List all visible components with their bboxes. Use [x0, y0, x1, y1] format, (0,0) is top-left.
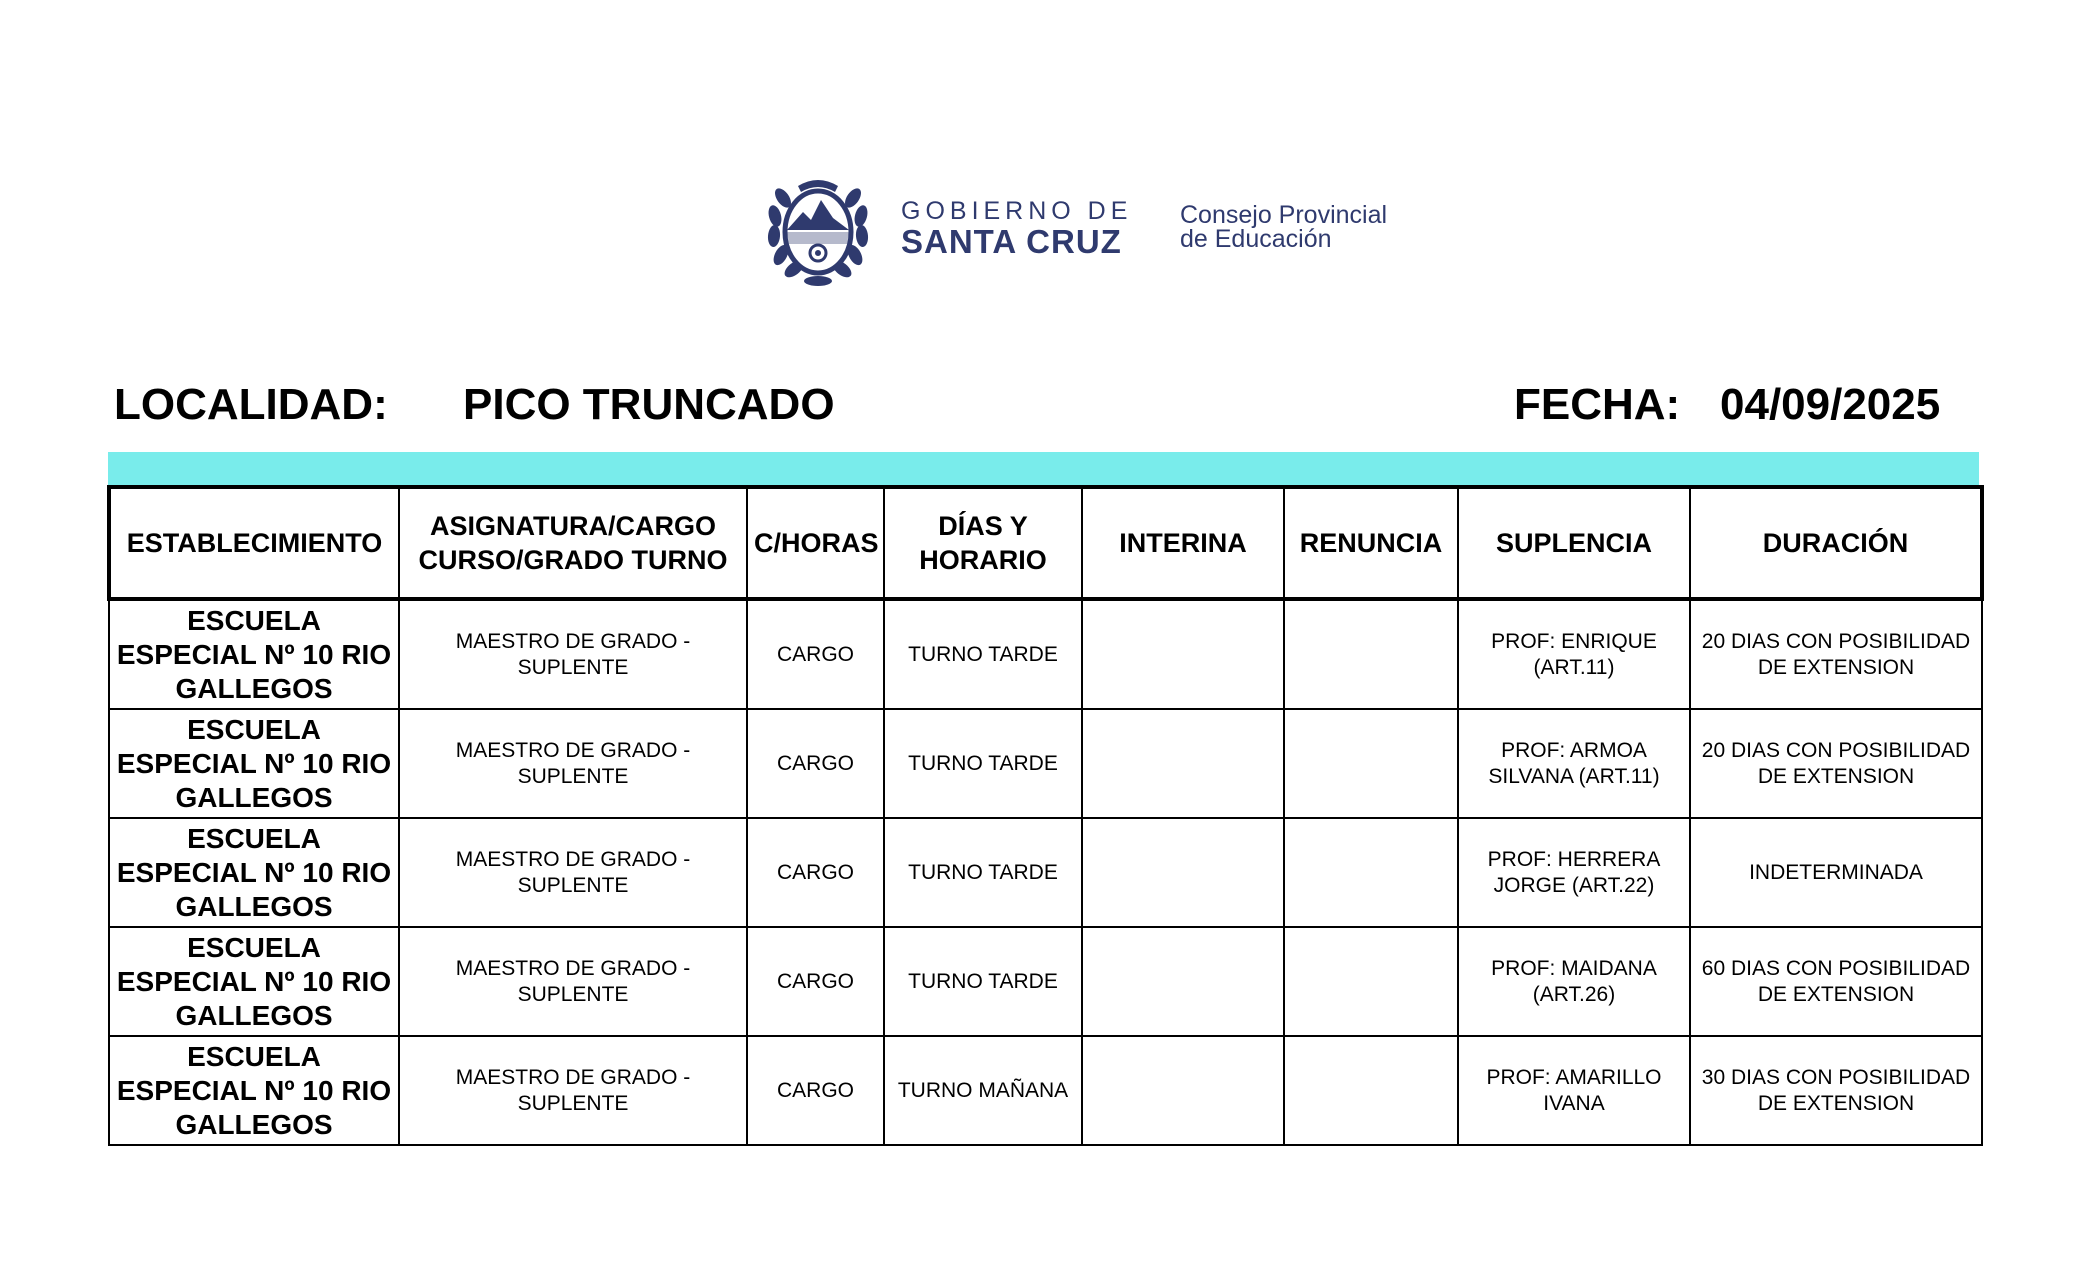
cell-renuncia	[1284, 1036, 1458, 1145]
council-line1: Consejo Provincial	[1180, 201, 1388, 229]
cell-dias-horario: TURNO TARDE	[884, 818, 1082, 927]
gov-line1: GOBIERNO DE	[901, 196, 1133, 225]
gov-line2: SANTA CRUZ	[901, 222, 1122, 260]
logo	[763, 165, 1132, 290]
cell-horas: CARGO	[747, 927, 884, 1036]
cell-dias-horario: TURNO TARDE	[884, 927, 1082, 1036]
cell-asignatura: MAESTRO DE GRADO - SUPLENTE	[399, 927, 747, 1036]
table-row	[109, 709, 1982, 818]
cell-asignatura: MAESTRO DE GRADO - SUPLENTE	[399, 599, 747, 709]
fecha-value: 04/09/2025	[1720, 380, 1941, 429]
col-duracion: DURACIÓN	[1690, 487, 1982, 599]
cell-suplencia: PROF: AMARILLO IVANA	[1458, 1036, 1690, 1145]
table-row	[109, 927, 1982, 1036]
cell-suplencia: PROF: HERRERA JORGE (ART.22)	[1458, 818, 1690, 927]
vacancies-table	[107, 485, 1984, 1146]
table-row	[109, 599, 1982, 709]
cell-duracion: INDETERMINADA	[1690, 818, 1982, 927]
cell-dias-horario: TURNO TARDE	[884, 599, 1082, 709]
cell-establecimiento: ESCUELA ESPECIAL Nº 10 RIO GALLEGOS	[109, 599, 399, 709]
col-horas: C/HORAS	[747, 487, 884, 599]
cell-asignatura: MAESTRO DE GRADO - SUPLENTE	[399, 709, 747, 818]
cell-establecimiento: ESCUELA ESPECIAL Nº 10 RIO GALLEGOS	[109, 709, 399, 818]
cell-interina	[1082, 927, 1284, 1036]
cell-horas: CARGO	[747, 709, 884, 818]
cell-horas: CARGO	[747, 818, 884, 927]
cell-renuncia	[1284, 599, 1458, 709]
cell-asignatura: MAESTRO DE GRADO - SUPLENTE	[399, 818, 747, 927]
cell-renuncia	[1284, 709, 1458, 818]
cell-horas: CARGO	[747, 599, 884, 709]
council-line2: de Educación	[1180, 225, 1332, 253]
cell-establecimiento: ESCUELA ESPECIAL Nº 10 RIO GALLEGOS	[109, 927, 399, 1036]
table-row	[109, 818, 1982, 927]
localidad-value: PICO TRUNCADO	[463, 380, 835, 429]
santa-cruz-seal-icon	[763, 168, 873, 288]
cell-interina	[1082, 599, 1284, 709]
col-asignatura: ASIGNATURA/CARGO CURSO/GRADO TURNO	[399, 487, 747, 599]
cell-establecimiento: ESCUELA ESPECIAL Nº 10 RIO GALLEGOS	[109, 818, 399, 927]
cell-dias-horario: TURNO TARDE	[884, 709, 1082, 818]
cell-establecimiento: ESCUELA ESPECIAL Nº 10 RIO GALLEGOS	[109, 1036, 399, 1145]
localidad-label: LOCALIDAD:	[114, 380, 388, 429]
cell-interina	[1082, 1036, 1284, 1145]
council-wordmark	[1180, 203, 1387, 251]
cell-suplencia: PROF: MAIDANA (ART.26)	[1458, 927, 1690, 1036]
government-wordmark	[901, 193, 1132, 263]
col-interina: INTERINA	[1082, 487, 1284, 599]
cell-renuncia	[1284, 818, 1458, 927]
cell-dias-horario: TURNO MAÑANA	[884, 1036, 1082, 1145]
table-header-row	[109, 487, 1982, 599]
col-suplencia: SUPLENCIA	[1458, 487, 1690, 599]
cell-horas: CARGO	[747, 1036, 884, 1145]
cell-duracion: 60 DIAS CON POSIBILIDAD DE EXTENSION	[1690, 927, 1982, 1036]
cell-asignatura: MAESTRO DE GRADO - SUPLENTE	[399, 1036, 747, 1145]
cell-renuncia	[1284, 927, 1458, 1036]
table-row	[109, 1036, 1982, 1145]
cell-duracion: 20 DIAS CON POSIBILIDAD DE EXTENSION	[1690, 599, 1982, 709]
cell-suplencia: PROF: ENRIQUE (ART.11)	[1458, 599, 1690, 709]
cell-duracion: 20 DIAS CON POSIBILIDAD DE EXTENSION	[1690, 709, 1982, 818]
cell-suplencia: PROF: ARMOA SILVANA (ART.11)	[1458, 709, 1690, 818]
cell-interina	[1082, 818, 1284, 927]
col-dias-horario: DÍAS Y HORARIO	[884, 487, 1082, 599]
fecha-label: FECHA:	[1514, 380, 1681, 429]
header-accent-bar	[108, 452, 1979, 485]
cell-interina	[1082, 709, 1284, 818]
col-renuncia: RENUNCIA	[1284, 487, 1458, 599]
col-establecimiento: ESTABLECIMIENTO	[109, 487, 399, 599]
cell-duracion: 30 DIAS CON POSIBILIDAD DE EXTENSION	[1690, 1036, 1982, 1145]
